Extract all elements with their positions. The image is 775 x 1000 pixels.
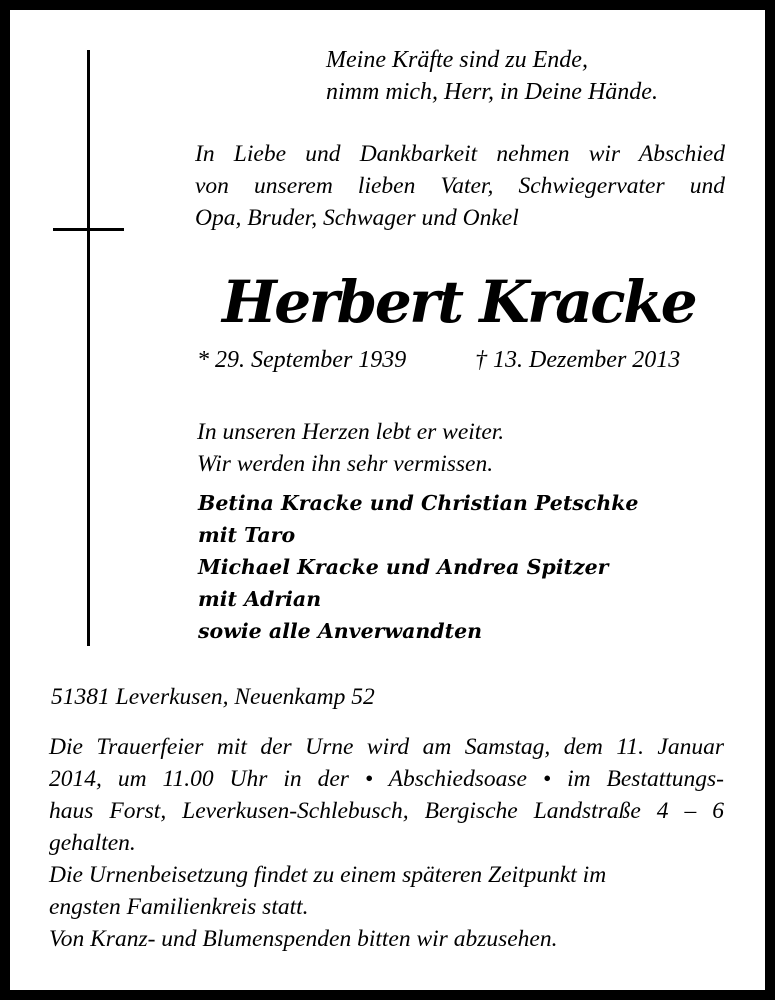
intro-text <box>195 138 725 234</box>
intro-line: In Liebe und Dankbarkeit nehmen wir Abschied <box>195 141 725 167</box>
address: 51381 Leverkusen, Neuenkamp 52 <box>51 684 375 710</box>
details-line: Von Kranz- und Blumenspenden bitten wir abzusehen. <box>49 926 558 952</box>
details-line: Die Trauerfeier mit der Urne wird am Samstag, dem 11. Januar <box>49 734 724 760</box>
closing-line: In unseren Herzen lebt er weiter. <box>197 419 505 445</box>
intro-line: Opa, Bruder, Schwager und Onkel <box>195 205 519 231</box>
mourner-line: Betina Kracke und Christian Petschke <box>198 491 639 515</box>
mourner-line: mit Adrian <box>198 587 322 611</box>
funeral-details <box>49 731 724 955</box>
mourner-line: Michael Kracke und Andrea Spitzer <box>198 555 609 579</box>
details-line: engsten Familienkreis statt. <box>49 894 309 920</box>
closing-words <box>197 416 504 480</box>
details-line: haus Forst, Leverkusen-Schlebusch, Bergische Landstraße 4 – 6 <box>49 798 724 824</box>
closing-line: Wir werden ihn sehr vermissen. <box>197 451 494 477</box>
details-line: Die Urnenbeisetzung findet zu einem späteren Zeitpunkt im <box>49 862 607 888</box>
verse-line: nimm mich, Herr, in Deine Hände. <box>326 79 658 105</box>
birth-date: * 29. September 1939 <box>197 347 407 373</box>
details-line: 2014, um 11.00 Uhr in der • Abschiedsoase • im Bestattungs- <box>49 766 724 792</box>
mourner-line: sowie alle Anverwandten <box>198 619 483 643</box>
verse-line: Meine Kräfte sind zu Ende, <box>326 47 588 73</box>
details-line: gehalten. <box>49 830 136 856</box>
mourner-line: mit Taro <box>198 523 296 547</box>
death-date: † 13. Dezember 2013 <box>475 347 681 373</box>
intro-line: von unserem lieben Vater, Schwiegervater und <box>195 173 725 199</box>
mourners-list <box>198 487 638 647</box>
deceased-name: Herbert Kracke <box>222 268 696 336</box>
cross-horizontal-bar <box>53 228 124 231</box>
verse <box>326 44 658 108</box>
cross-vertical-bar <box>87 50 90 646</box>
